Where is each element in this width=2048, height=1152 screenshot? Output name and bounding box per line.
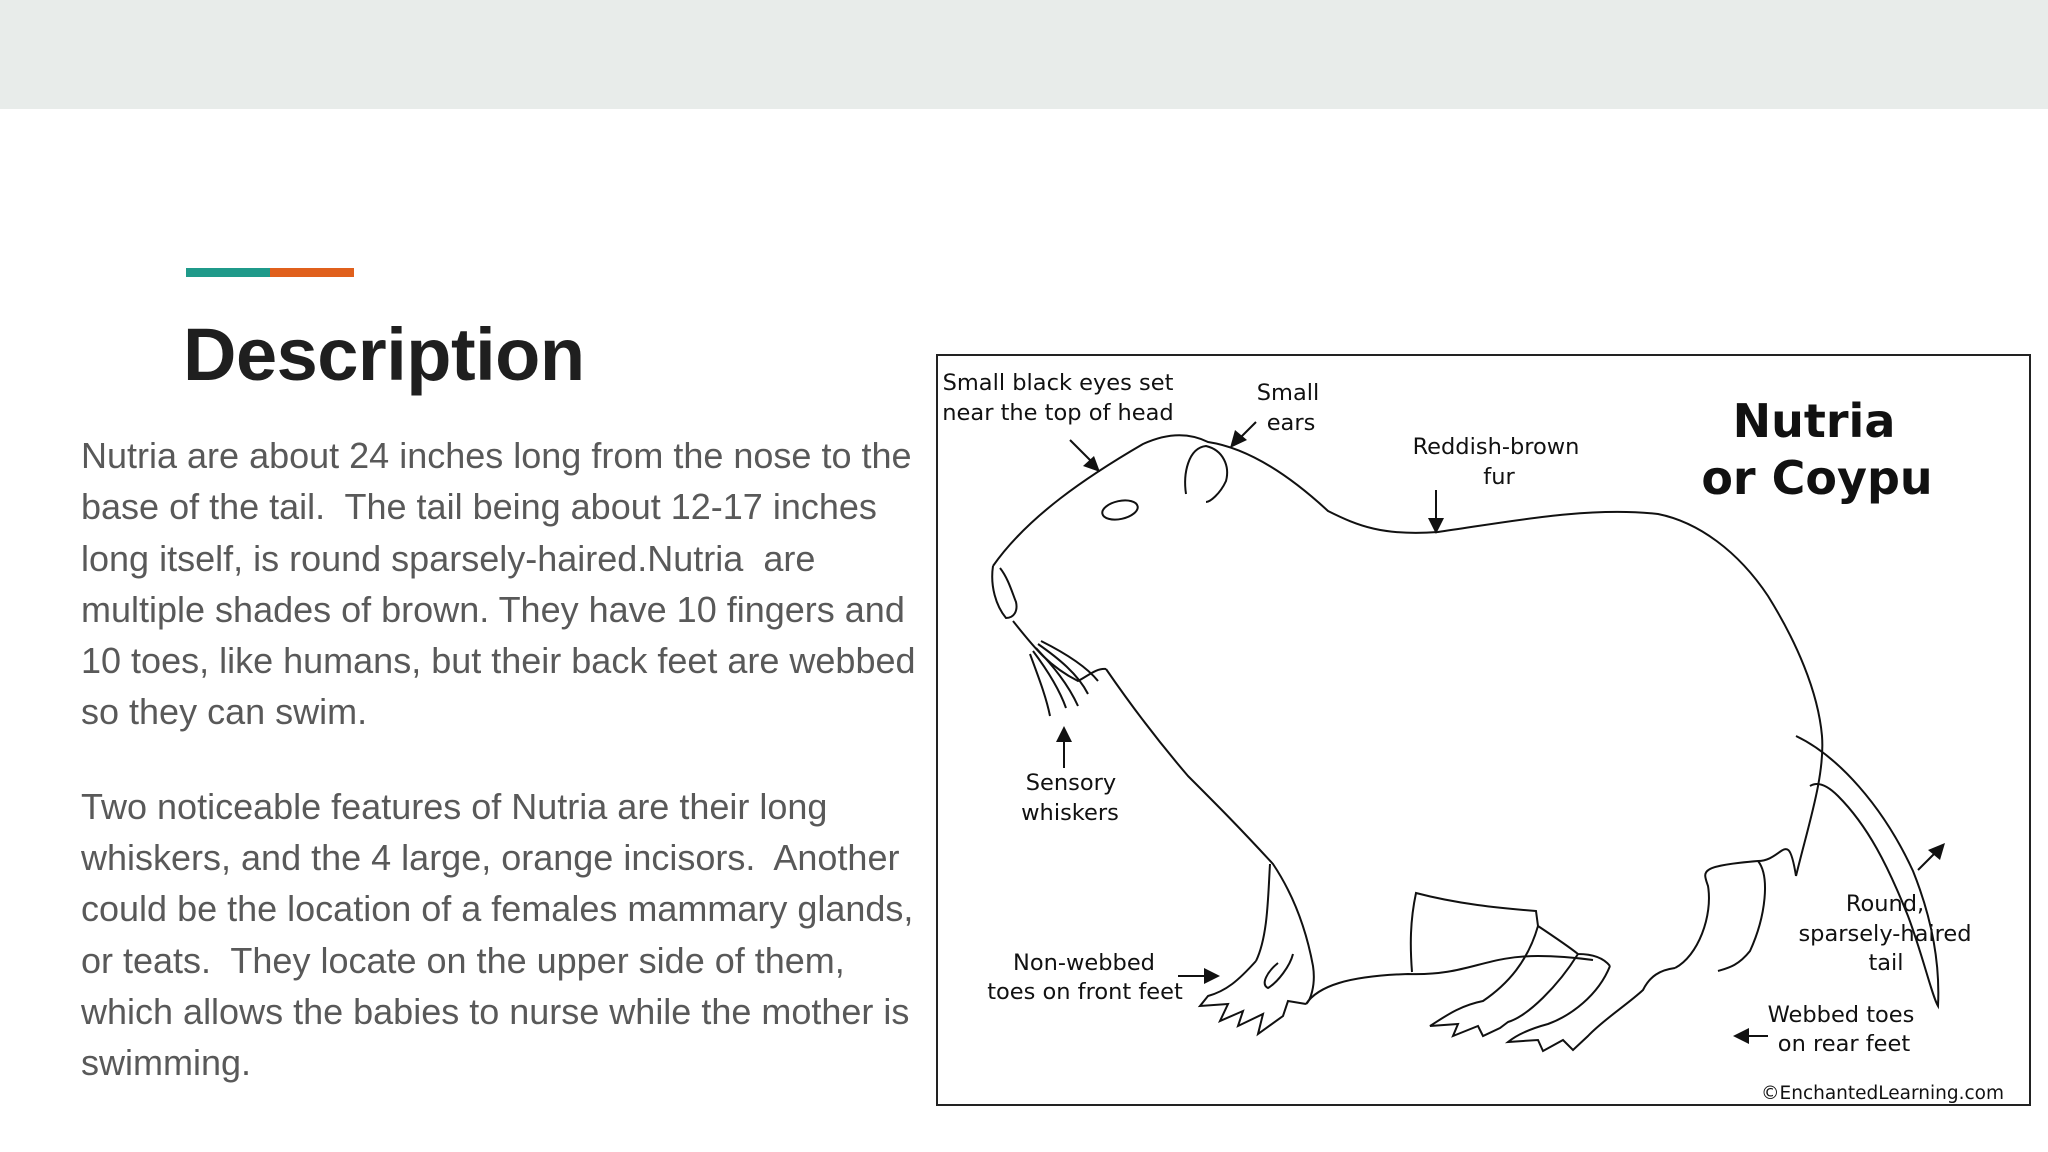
nutria-diagram-svg: [938, 356, 2029, 1104]
label-eyes-line1: Small black eyes set: [942, 370, 1174, 396]
label-front-feet-line2: toes on front feet: [987, 979, 1183, 1005]
label-tail-line3: tail: [1868, 950, 1904, 976]
paragraph-1: Nutria are about 24 inches long from the nose to the base of the tail. The tail being about 12-17 inches long itself, is round sparsely-haired.Nutria are multiple shades of brown. They have 10 fingers and 10 toes, like humans, but their back feet are webbed so they can swim.: [81, 435, 926, 733]
body-text: [81, 430, 931, 1089]
nutria-diagram: [936, 354, 2031, 1106]
accent-bar-teal: [186, 268, 270, 277]
label-tail-line1: Round,: [1845, 891, 1925, 917]
top-band: [0, 0, 2048, 109]
label-fur-line1: Reddish-brown: [1412, 434, 1580, 460]
paragraph-2: Two noticeable features of Nutria are their long whiskers, and the 4 large, orange incisors. Another could be the location of a females mammary glands, or teats. They locate on the upper side of them, which allows the babies to nurse while the mother is swimming.: [81, 785, 924, 1084]
label-arrows: [1056, 422, 1945, 1044]
label-whiskers-line2: whiskers: [1021, 800, 1119, 826]
label-ears-line1: Small: [1256, 380, 1320, 406]
diagram-title-line2: or Coypu: [1701, 451, 1933, 505]
label-fur-line2: fur: [1483, 464, 1515, 490]
label-eyes-line2: near the top of head: [942, 400, 1174, 426]
accent-bar-orange: [270, 268, 354, 277]
label-rear-feet-line1: Webbed toes: [1767, 1002, 1915, 1028]
label-rear-feet-line2: on rear feet: [1777, 1031, 1911, 1057]
label-tail-line2: sparsely-haired: [1798, 921, 1972, 947]
label-whiskers-line1: Sensory: [1025, 770, 1117, 796]
diagram-title-line1: Nutria: [1732, 394, 1896, 448]
label-ears-line2: ears: [1266, 410, 1316, 436]
diagram-credit: ©EnchantedLearning.com: [1761, 1083, 2004, 1104]
label-front-feet-line1: Non-webbed: [1013, 950, 1155, 976]
slide-title: Description: [183, 313, 585, 396]
